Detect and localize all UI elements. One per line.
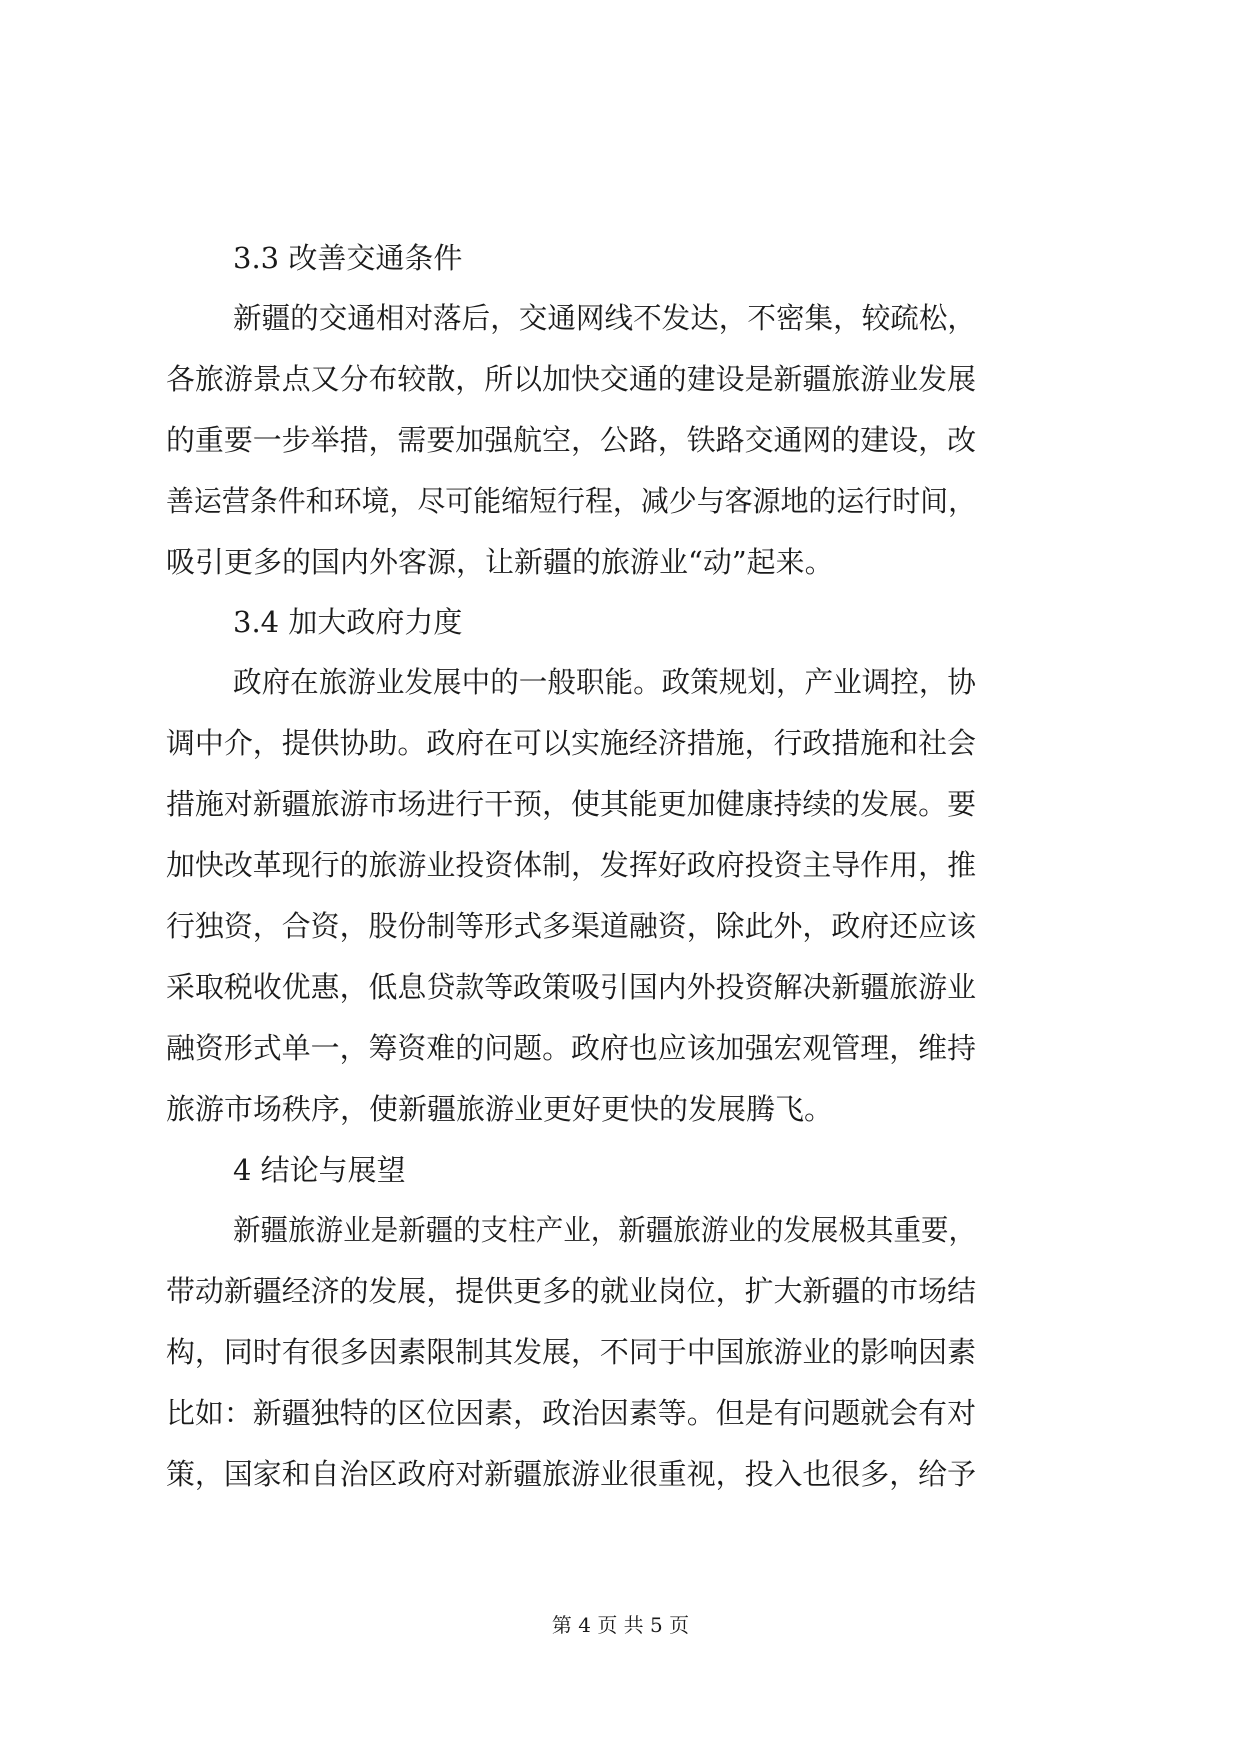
paragraph-line [0,906,1241,946]
paragraph-line-text: 各旅游景点又分布较散，所以加快交通的建设是新疆旅游业发展 [166,362,977,396]
paragraph-line [0,420,1241,460]
section-heading [0,238,1241,278]
paragraph-line-text: 行独资，合资，股份制等形式多渠道融资，除此外，政府还应该 [166,909,977,943]
paragraph-line-text: 比如：新疆独特的区位因素，政治因素等。但是有问题就会有对 [166,1396,977,1430]
paragraph-line-text: 善运营条件和环境，尽可能缩短行程，减少与客源地的运行时间， [166,484,977,518]
section-heading [0,1150,1241,1190]
paragraph-line-text: 新疆的交通相对落后，交通网线不发达，不密集，较疏松， [233,301,977,335]
paragraph-line [0,481,1241,521]
paragraph-line-text: 采取税收优惠，低息贷款等政策吸引国内外投资解决新疆旅游业 [166,970,977,1004]
paragraph-line-text: 新疆旅游业是新疆的支柱产业，新疆旅游业的发展极其重要， [233,1213,977,1247]
paragraph-line-text: 策，国家和自治区政府对新疆旅游业很重视，投入也很多，给予 [166,1457,977,1491]
paragraph-line-text: 加快改革现行的旅游业投资体制，发挥好政府投资主导作用，推 [166,848,977,882]
paragraph-line [0,1028,1241,1068]
paragraph-line-text: 旅游市场秩序，使新疆旅游业更好更快的发展腾飞。 [166,1092,834,1126]
paragraph-line [0,723,1241,763]
paragraph-line [0,359,1241,399]
section-heading-text: 4 结论与展望 [233,1153,406,1187]
paragraph-line-text: 调中介，提供协助。政府在可以实施经济措施，行政措施和社会 [166,726,977,760]
paragraph-line-text: 构，同时有很多因素限制其发展，不同于中国旅游业的影响因素 [166,1335,977,1369]
paragraph-line-text: 政府在旅游业发展中的一般职能。政策规划，产业调控，协 [233,665,977,699]
paragraph-line [0,1393,1241,1433]
paragraph-line [0,542,1241,582]
paragraph-line [0,662,1241,702]
paragraph-line [0,1089,1241,1129]
paragraph-line-text: 的重要一步举措，需要加强航空，公路，铁路交通网的建设，改 [166,423,977,457]
paragraph-line [0,1210,1241,1250]
paragraph-line-text: 带动新疆经济的发展，提供更多的就业岗位，扩大新疆的市场结 [166,1274,977,1308]
paragraph-line-text: 措施对新疆旅游市场进行干预，使其能更加健康持续的发展。要 [166,787,977,821]
section-heading-text: 3.4 加大政府力度 [233,605,463,639]
paragraph-line [0,298,1241,338]
paragraph-line [0,784,1241,824]
paragraph-line [0,845,1241,885]
page-footer: 第 4 页 共 5 页 [551,1613,690,1637]
paragraph-line [0,1332,1241,1372]
section-heading [0,602,1241,642]
paragraph-line-text: 吸引更多的国内外客源，让新疆的旅游业“动”起来。 [166,545,834,579]
paragraph-line [0,967,1241,1007]
section-heading-text: 3.3 改善交通条件 [233,241,463,275]
paragraph-line-text: 融资形式单一，筹资难的问题。政府也应该加强宏观管理，维持 [166,1031,977,1065]
paragraph-line [0,1454,1241,1494]
paragraph-line [0,1271,1241,1311]
